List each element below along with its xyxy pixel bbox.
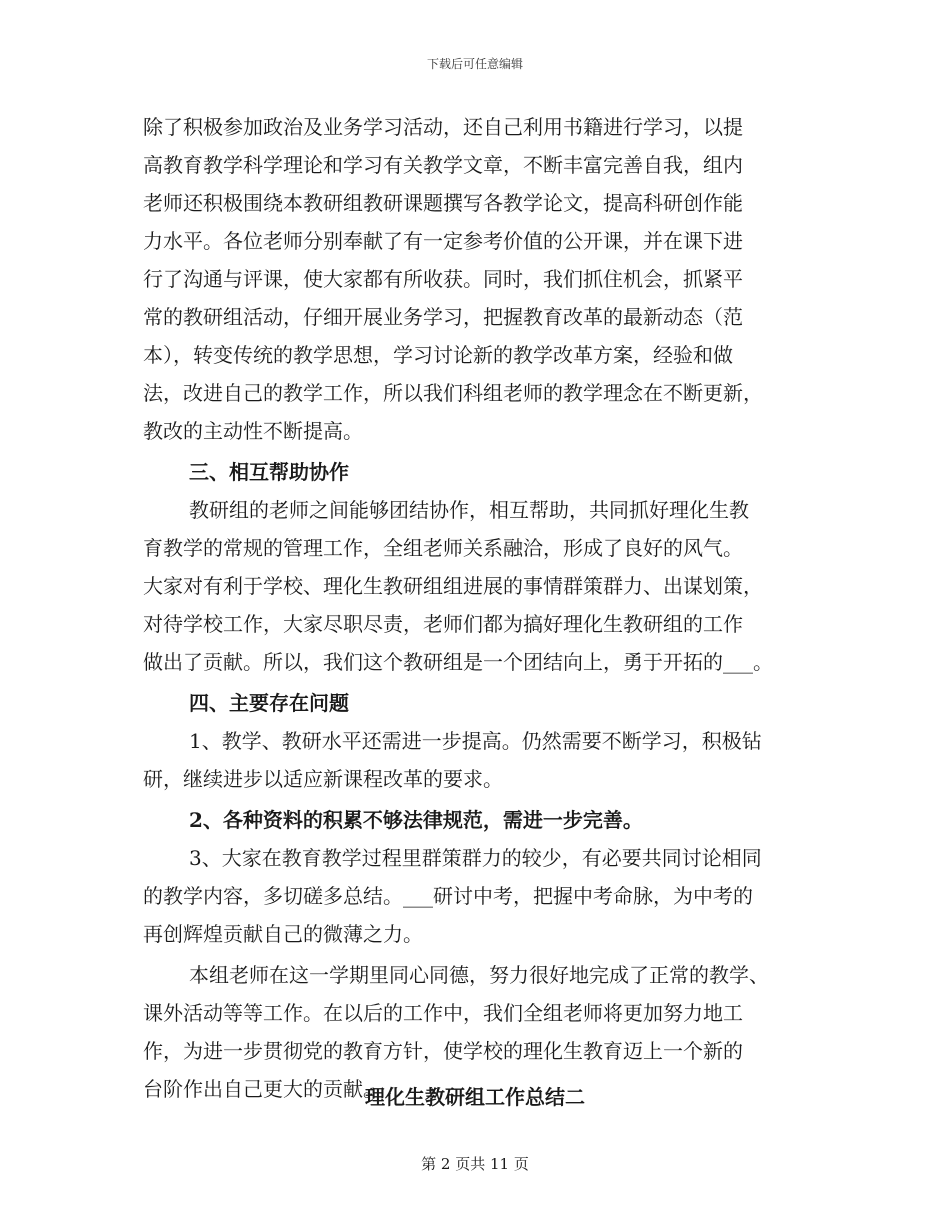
text-line: 常的教研组活动，仔细开展业务学习，把握教育改革的最新动态（范 [143,305,743,329]
text-line: 除了积极参加政治及业务学习活动，还自己利用书籍进行学习，以提 [143,115,743,139]
text-line: 本），转变传统的教学思想，学习讨论新的教学改革方案，经验和做 [143,343,733,367]
text-line: 对待学校工作，大家尽职尽责，老师们都为搞好理化生教研组的工作 [143,612,743,636]
problem-item-2: 2、各种资料的积累不够法律规范，需进一步完善。 [189,808,643,832]
text-line: 作，为进一步贯彻党的教育方针，使学校的理化生教育迈上一个新的 [143,1039,743,1063]
text-line: 教研组的老师之间能够团结协作，相互帮助，共同抓好理化生教 [189,498,749,522]
document-body [143,108,823,1108]
section-heading-4: 四、主要存在问题 [189,691,349,715]
text-line: 1、教学、教研水平还需进一步提高。仍然需要不断学习，积极钻 [189,729,762,753]
text-line: 行了沟通与评课，使大家都有所收获。同时，我们抓住机会，抓紧平 [143,267,743,291]
header-note: 下载后可任意编辑 [426,57,523,71]
next-section-title: 理化生教研组工作总结二 [365,1085,585,1109]
paragraph-study [143,108,823,450]
text-line: 的教学内容，多切磋多总结。___研讨中考，把握中考命脉，为中考的 [143,884,753,908]
problem-item-3 [143,839,823,953]
paragraph-cooperation [143,491,823,681]
text-line: 法，改进自己的教学工作，所以我们科组老师的教学理念在不断更新， [143,381,763,405]
section-heading-3: 三、相互帮助协作 [189,460,349,484]
text-line: 3、大家在教育教学过程里群策群力的较少，有必要共同讨论相同 [189,846,762,870]
text-line: 做出了贡献。所以，我们这个教研组是一个团结向上，勇于开拓的___。 [143,650,773,674]
text-line: 本组老师在这一学期里同心同德，努力很好地完成了正常的教学、 [189,963,769,987]
text-line: 课外活动等等工作。在以后的工作中，我们全组老师将更加努力地工 [143,1001,743,1025]
text-line: 研，继续进步以适应新课程改革的要求。 [143,767,503,791]
text-line: 台阶作出自己更大的贡献。 [143,1077,383,1101]
page-number: 第 2 页共 11 页 [421,1155,529,1173]
text-line: 育教学的常规的管理工作，全组老师关系融洽，形成了良好的风气。 [143,536,743,560]
text-line: 老师还积极围绕本教研组教研课题撰写各教学论文，提高科研创作能 [143,191,743,215]
problem-item-1 [143,722,823,798]
text-line: 高教育教学科学理论和学习有关教学文章，不断丰富完善自我，组内 [143,153,743,177]
text-line: 力水平。各位老师分别奉献了有一定参考价值的公开课，并在课下进 [143,229,743,253]
text-line: 再创辉煌贡献自己的微薄之力。 [143,922,423,946]
text-line: 大家对有利于学校、理化生教研组组进展的事情群策群力、出谋划策， [143,574,763,598]
text-line: 教改的主动性不断提高。 [143,419,363,443]
